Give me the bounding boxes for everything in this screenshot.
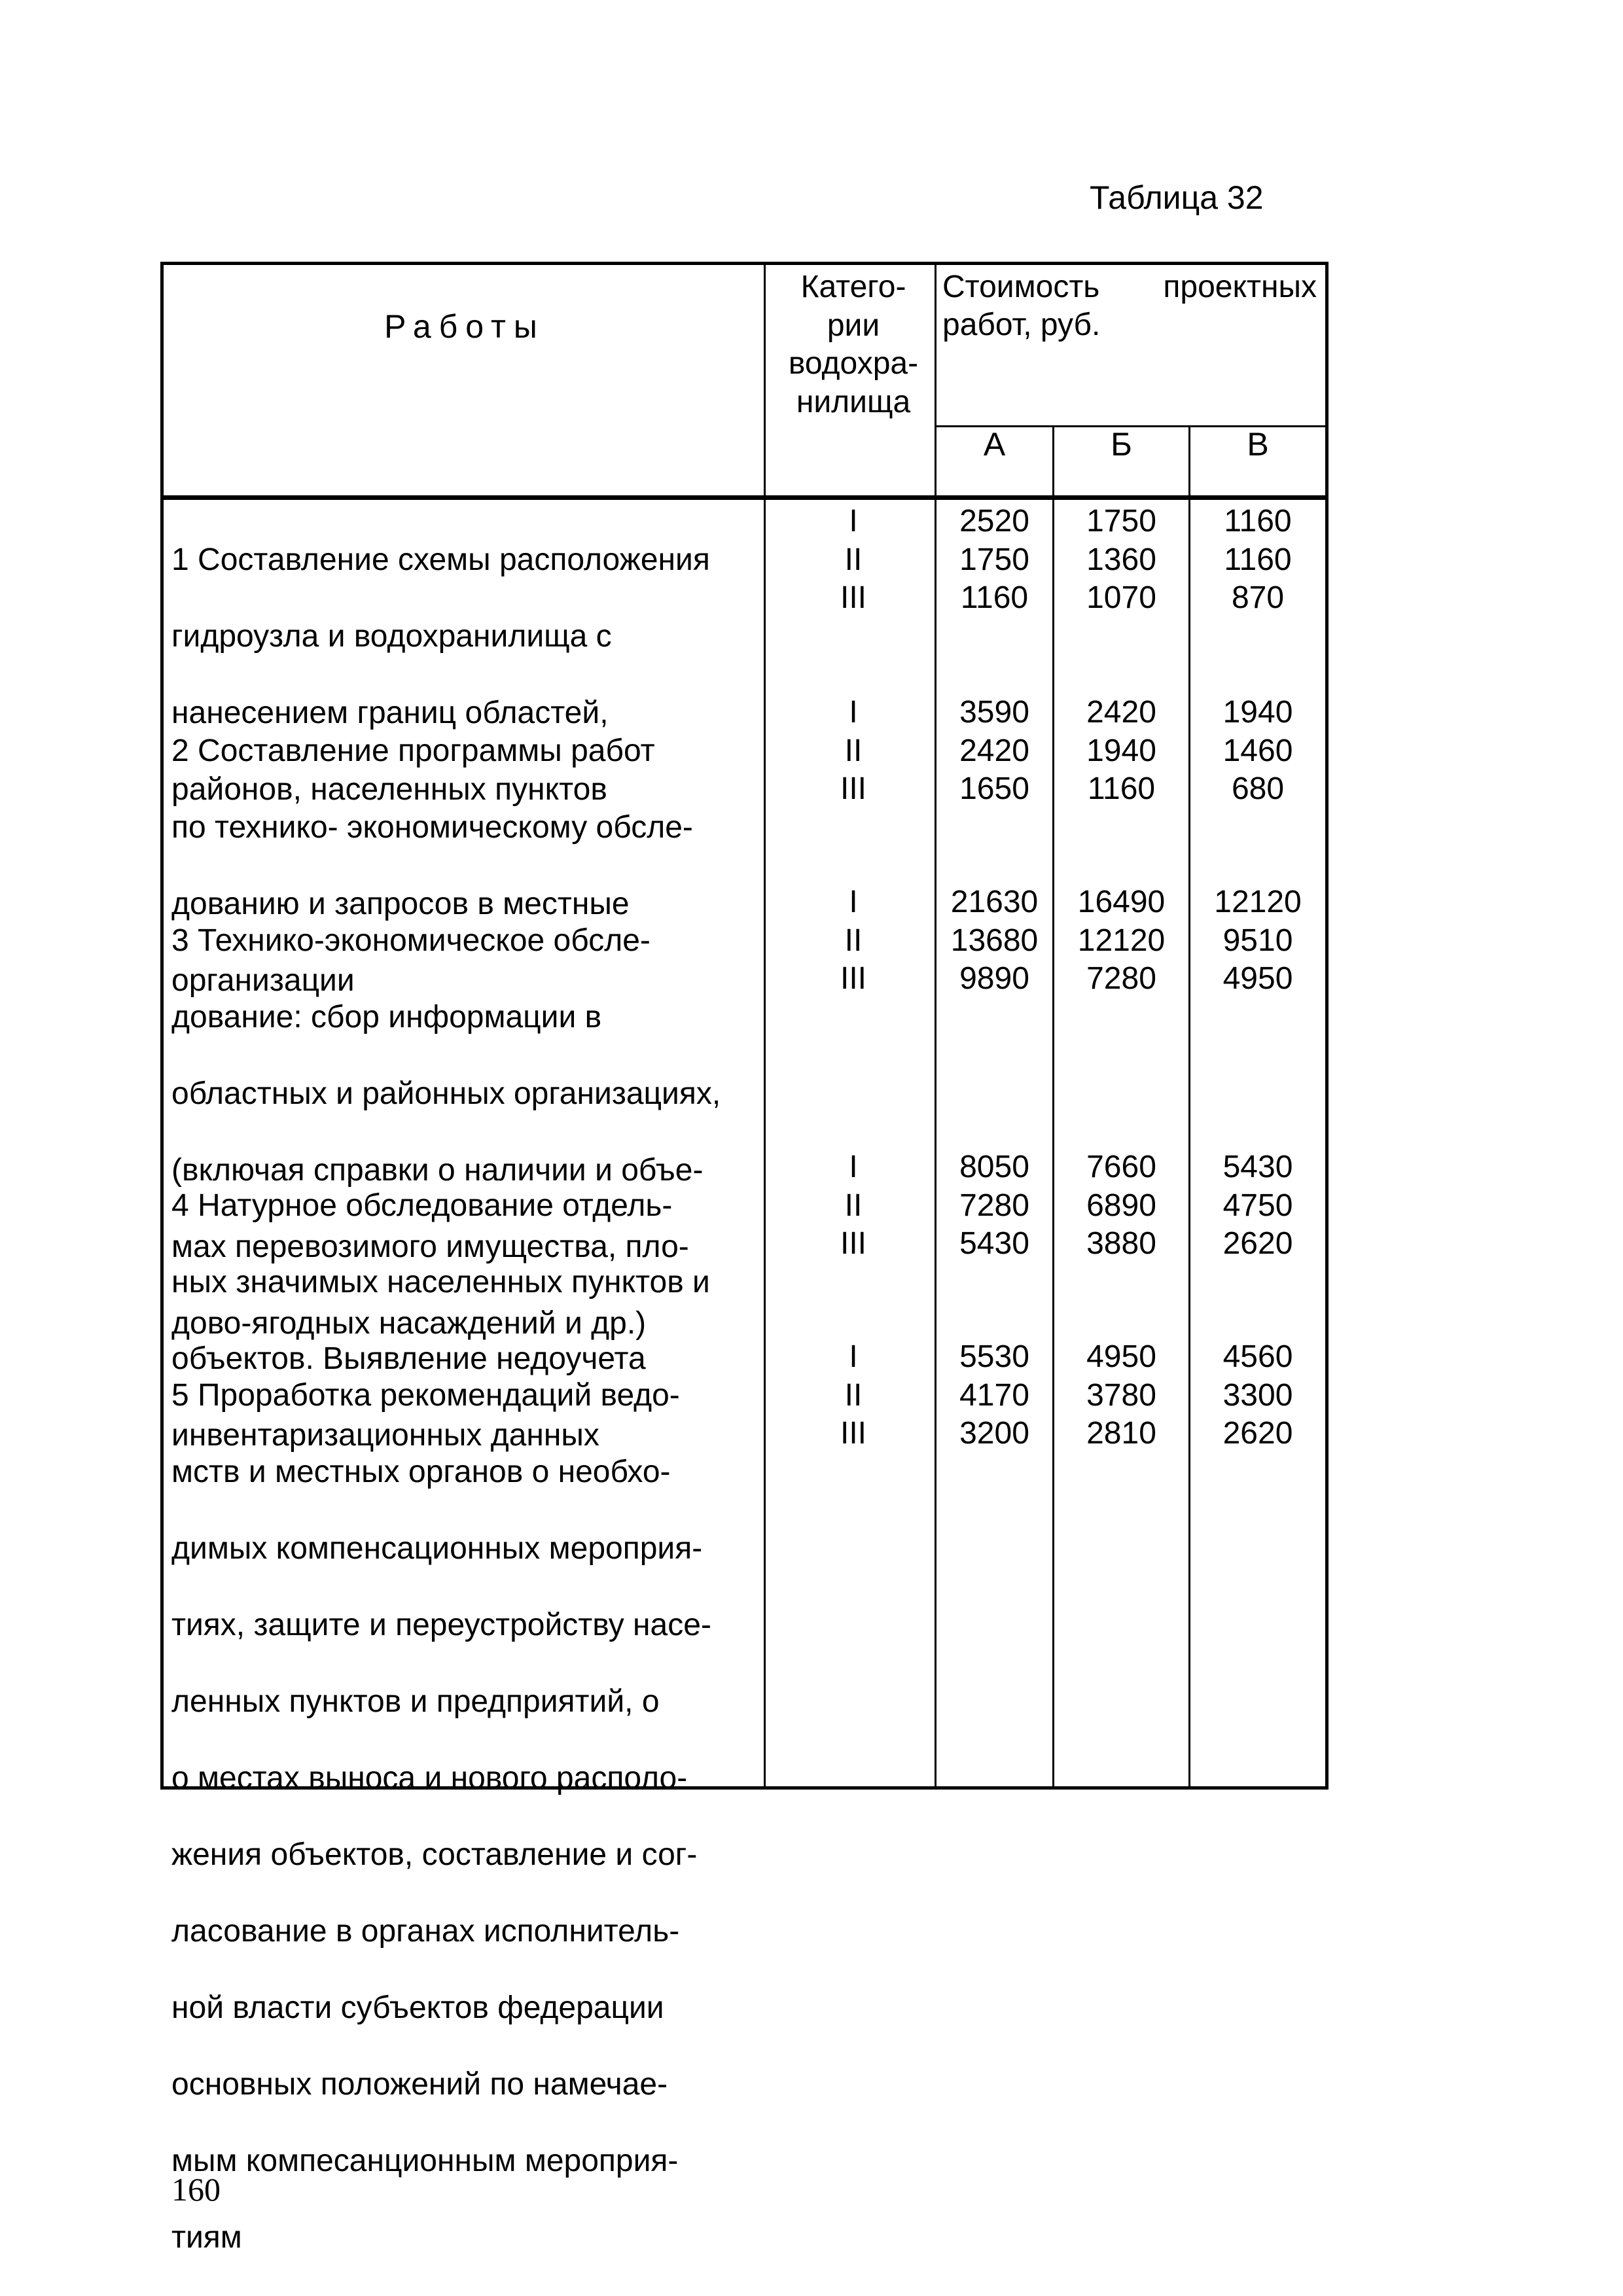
cost-value: 7280: [1086, 961, 1156, 996]
cost-value: 1160: [1224, 504, 1292, 539]
cost-v-cell: [1190, 503, 1325, 618]
cost-value: 12120: [1077, 923, 1166, 958]
cost-v-cell: [1190, 1148, 1325, 1263]
cost-value: 9510: [1222, 923, 1293, 958]
work-line: дование: сбор информации в: [171, 999, 602, 1034]
cost-value: 3590: [959, 695, 1029, 730]
category-cell: [769, 503, 938, 618]
work-line: 1 Составление схемы расположения: [171, 542, 710, 577]
category-value: I: [849, 1339, 858, 1374]
category-value: II: [844, 733, 863, 768]
header-category-line: нилища: [796, 384, 911, 419]
work-line: тиям: [171, 2219, 242, 2255]
cost-value: 12120: [1214, 885, 1302, 919]
work-line: районов, населенных пунктов: [171, 771, 607, 807]
cost-value: 4170: [959, 1377, 1029, 1413]
work-line: по технико- экономическому обсле-: [171, 809, 693, 845]
column-divider-b-v: [1188, 425, 1190, 1786]
work-line: димых компенсационных мероприя-: [171, 1530, 703, 1566]
cost-value: 870: [1231, 580, 1285, 615]
work-line: основных положений по намечае-: [171, 2066, 668, 2102]
work-line: организации: [171, 963, 355, 998]
category-cell: [769, 1338, 938, 1453]
cost-value: 2620: [1222, 1226, 1293, 1261]
category-value: I: [849, 1150, 858, 1184]
cost-a-cell: [936, 1148, 1052, 1263]
cost-value: 2420: [959, 733, 1029, 768]
category-value: II: [844, 1188, 863, 1223]
cost-value: 3300: [1222, 1377, 1293, 1413]
category-value: I: [849, 695, 858, 730]
cost-value: 1650: [959, 771, 1029, 806]
category-value: III: [840, 1416, 866, 1451]
category-cell: [769, 883, 938, 998]
cost-value: 4750: [1222, 1188, 1293, 1223]
cost-value: 4950: [1086, 1339, 1156, 1374]
cost-value: 2810: [1086, 1416, 1156, 1451]
category-value: III: [840, 1226, 866, 1261]
category-value: III: [840, 961, 866, 996]
header-cost-word-1: Стоимость: [942, 270, 1100, 304]
work-line: ной власти субъектов федерации: [171, 1990, 664, 2025]
category-value: III: [840, 580, 866, 615]
work-line: объектов. Выявление недоучета: [171, 1341, 646, 1376]
cost-a-cell: [936, 503, 1052, 618]
cost-value: 1360: [1086, 542, 1156, 577]
category-value: II: [844, 542, 863, 577]
work-line: 3 Технико-экономическое обсле-: [171, 923, 651, 958]
cost-value: 21630: [950, 885, 1039, 919]
cost-value: 5430: [959, 1226, 1029, 1261]
work-line: дово-ягодных насаждений и др.): [171, 1305, 647, 1341]
work-line: мств и местных органов о необхо-: [171, 1454, 671, 1489]
page-number: 160: [171, 2171, 221, 2208]
cost-v-cell: [1190, 1338, 1325, 1453]
header-col-b: Б: [1111, 426, 1132, 463]
work-line: мах перевозимого имущества, пло-: [171, 1229, 689, 1264]
work-line: 4 Натурное обследование отдель-: [171, 1188, 673, 1223]
cost-value: 5430: [1222, 1150, 1293, 1184]
category-value: II: [844, 1377, 863, 1413]
header-category-line: Катего-: [800, 270, 906, 304]
cost-value: 3880: [1086, 1226, 1156, 1261]
work-line: инвентаризационных данных: [171, 1417, 599, 1453]
work-description: [171, 1338, 764, 2295]
cost-value: 1940: [1222, 695, 1293, 730]
work-line: дованию и запросов в местные: [171, 886, 630, 921]
cost-value: 3200: [959, 1416, 1029, 1451]
work-line: 2 Составление программы работ: [171, 733, 655, 768]
cost-value: 3780: [1086, 1377, 1156, 1413]
cost-v-cell: [1190, 883, 1325, 998]
work-line: гидроузла и водохранилища с: [171, 618, 612, 654]
category-value: I: [849, 885, 858, 919]
cost-a-cell: [936, 694, 1052, 809]
cost-value: 1750: [959, 542, 1029, 577]
header-works: Работы: [384, 308, 545, 345]
header-bottom-border: [164, 495, 1325, 500]
cost-value: 680: [1231, 771, 1285, 806]
cost-a-cell: [936, 883, 1052, 998]
header-col-a: А: [983, 426, 1006, 463]
cost-b-cell: [1054, 694, 1188, 809]
cost-value: 2420: [1086, 695, 1156, 730]
work-line: областных и районных организациях,: [171, 1076, 721, 1111]
cost-b-cell: [1054, 503, 1188, 618]
cost-value: 1460: [1222, 733, 1293, 768]
work-line: ласование в органах исполнитель-: [171, 1913, 680, 1949]
table-caption: Таблица 32: [1090, 179, 1264, 216]
cost-value: 2620: [1222, 1416, 1293, 1451]
header-cost-line-2: работ, руб.: [942, 308, 1101, 342]
category-value: I: [849, 504, 858, 539]
cost-value: 4560: [1222, 1339, 1293, 1374]
work-line: 5 Проработка рекомендаций ведо-: [171, 1377, 680, 1413]
work-line: о местах выноса и нового располо-: [171, 1760, 688, 1795]
cost-value: 1160: [1087, 771, 1156, 806]
header-cost: [942, 268, 1322, 344]
cost-value: 1070: [1086, 580, 1156, 615]
cost-value: 1160: [960, 580, 1029, 615]
category-cell: [769, 694, 938, 809]
header-col-v: В: [1247, 426, 1269, 463]
work-line: тиях, защите и переустройству насе-: [171, 1607, 711, 1642]
work-line: нанесением границ областей,: [171, 695, 609, 730]
category-value: III: [840, 771, 866, 806]
cost-b-cell: [1054, 883, 1188, 998]
work-line: мым компесанционным мероприя-: [171, 2143, 679, 2178]
work-line: ленных пунктов и предприятий, о: [171, 1684, 660, 1719]
column-divider-category-cost: [935, 265, 936, 1786]
cost-value: 13680: [950, 923, 1039, 958]
cost-b-cell: [1054, 1338, 1188, 1453]
cost-value: 1750: [1086, 504, 1156, 539]
cost-b-cell: [1054, 1148, 1188, 1263]
column-divider-a-b: [1052, 425, 1054, 1786]
cost-value: 16490: [1077, 885, 1166, 919]
cost-value: 8050: [959, 1150, 1029, 1184]
cost-value: 7660: [1086, 1150, 1156, 1184]
header-category-line: водохра-: [788, 346, 919, 381]
cost-value: 9890: [959, 961, 1029, 996]
header-category-line: рии: [827, 308, 880, 343]
work-line: жения объектов, составление и сог-: [171, 1837, 698, 1872]
cost-a-cell: [936, 1338, 1052, 1453]
category-value: II: [844, 923, 863, 958]
cost-value: 1160: [1224, 542, 1292, 577]
header-cost-word-2: проектных: [1163, 270, 1317, 304]
cost-v-cell: [1190, 694, 1325, 809]
column-divider-works-category: [764, 265, 766, 1786]
cost-table: [160, 262, 1329, 2255]
cost-value: 1940: [1086, 733, 1156, 768]
work-line: ных значимых населенных пунктов и: [171, 1264, 710, 1299]
cost-value: 4950: [1222, 961, 1293, 996]
cost-value: 2520: [959, 504, 1029, 539]
header-category: [769, 268, 938, 421]
work-line: (включая справки о наличии и объе-: [171, 1152, 704, 1188]
cost-value: 7280: [959, 1188, 1029, 1223]
cost-value: 6890: [1086, 1188, 1156, 1223]
category-cell: [769, 1148, 938, 1263]
cost-value: 5530: [959, 1339, 1029, 1374]
